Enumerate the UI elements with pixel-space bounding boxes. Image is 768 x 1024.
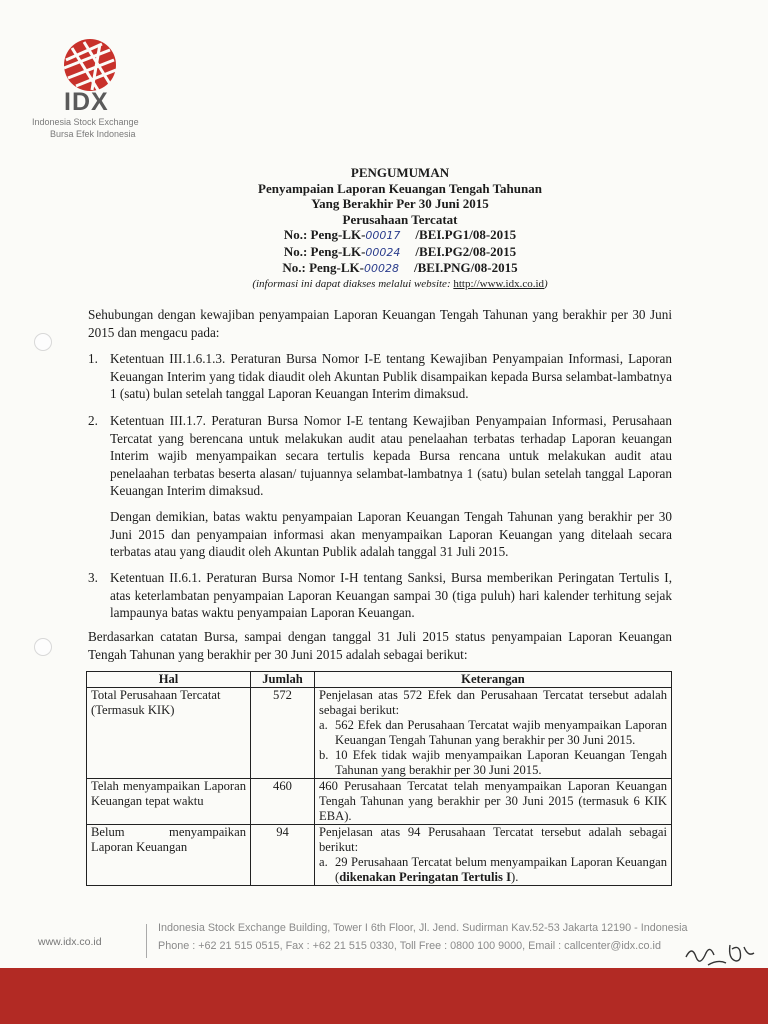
list-item [88, 569, 672, 622]
footer-website[interactable]: www.idx.co.id [38, 936, 102, 948]
sub-list-item: b. 10 Efek tidak wajib menyampaikan Laporan Keuangan Tengah Tahunan yang berakhir per 30 Juni 2015. [319, 748, 667, 777]
announcement-header [140, 165, 660, 292]
reference-number: No.: Peng-LK-00017 /BEI.PG1/08-2015 [283, 227, 517, 242]
reference-number: No.: Peng-LK-00024 /BEI.PG2/08-2015 [283, 243, 517, 259]
list-text: Ketentuan III.1.7. Peraturan Bursa Nomor I-E tentang Kewajiban Penyampaian Informasi, Perusahaan Tercatat yang berencana untuk melakukan audit atau penelaahan terbatas terhadap Laporan keuangan Interim wajib menyampaikan secara tertulis kepada Bursa rencana untuk melakukan audit atau penelaahan terbatas beserta alasan/ tujuannya selambat-lambatnya 1 (satu) bulan setelah tanggal Laporan Keuangan Interim dimaksud. [110, 413, 672, 498]
handwritten-number: 00028 [363, 262, 399, 275]
footer-divider [146, 924, 147, 958]
announcement-subject-line1: Penyampaian Laporan Keuangan Tengah Tahunan [258, 180, 542, 196]
table-row [87, 688, 672, 779]
table-header-row [87, 672, 672, 688]
table-row [87, 779, 672, 825]
cell-jumlah: 572 [251, 688, 315, 779]
footer-contact: Phone : +62 21 515 0515, Fax : +62 21 515 0330, Toll Free : 0800 100 9000, Email : callcenter@idx.co.id [158, 940, 661, 952]
handwritten-number: 00024 [365, 245, 401, 259]
logo-subtitle-id: Bursa Efek Indonesia [50, 129, 136, 139]
column-header: Jumlah [251, 672, 315, 688]
cell-hal: Telah menyampaikan Laporan Keuangan tepat waktu [87, 779, 251, 825]
cell-keterangan: Penjelasan atas 94 Perusahaan Tercatat tersebut adalah sebagai berikut: a. 29 Perusahaan Tercatat belum menyampaikan Laporan Keuangan (dikenakan Peringatan Tertulis I). [315, 825, 672, 886]
list-item [88, 350, 672, 403]
list-number: 2. [88, 413, 98, 428]
footer-color-band [0, 968, 768, 1024]
column-header: Hal [87, 672, 251, 688]
intro-paragraph: Sehubungan dengan kewajiban penyampaian Laporan Keuangan Tengah Tahunan yang berakhir per 30 Juni 2015 dan mengacu pada: [88, 307, 672, 340]
punch-hole [34, 638, 52, 656]
footer-address: Indonesia Stock Exchange Building, Tower I 6th Floor, Jl. Jend. Sudirman Kav.52-53 Jakarta 12190 - Indonesia [158, 922, 688, 934]
cell-jumlah: 460 [251, 779, 315, 825]
list-number: 1. [88, 351, 98, 366]
sub-list-item: a. 29 Perusahaan Tercatat belum menyampaikan Laporan Keuangan (dikenakan Peringatan Tertulis I). [319, 855, 667, 884]
cell-hal: Belum menyampaikan Laporan Keuangan [87, 825, 251, 886]
logo-subtitle-en: Indonesia Stock Exchange [32, 117, 139, 127]
list-text: Ketentuan III.1.6.1.3. Peraturan Bursa Nomor I-E tentang Kewajiban Penyampaian Informasi, Laporan Keuangan Interim yang tidak diaudit oleh Akuntan Publik disampaikan kepada Bursa selambat-lambatnya 1 (satu) bulan setelah tanggal Laporan Keuangan Interim dimaksud. [110, 351, 672, 401]
announcement-subject-line3: Perusahaan Tercatat [342, 211, 458, 227]
list-number: 3. [88, 570, 98, 585]
list-text: Ketentuan II.6.1. Peraturan Bursa Nomor I-H tentang Sanksi, Bursa memberikan Peringatan Tertulis I, atas keterlambatan penyampaian Laporan Keuangan sampai 30 (tiga puluh) hari kalender terhitung sejak lampaunya batas waktu penyampaian Laporan Keuangan. [110, 570, 672, 620]
reference-number: No.: Peng-LK-00028 /BEI.PNG/08-2015 [282, 260, 518, 275]
handwritten-number: 00017 [365, 229, 401, 242]
punch-hole [34, 333, 52, 351]
announcement-subject-line2: Yang Berakhir Per 30 Juni 2015 [311, 196, 489, 211]
status-table [86, 671, 672, 886]
cell-keterangan: Penjelasan atas 572 Efek dan Perusahaan Tercatat tersebut adalah sebagai berikut: a. 562 Efek dan Perusahaan Tercatat wajib menyampaikan Laporan Keuangan Tengah Tahunan yang berakhir per 30 Juni 2015. b. 10 Efek tidak wajib menyampaikan Laporan Keuangan Tengah Tahunan yang berakhir per 30 Juni 2015. [315, 688, 672, 779]
item2-followup-paragraph: Dengan demikian, batas waktu penyampaian Laporan Keuangan Tengah Tahunan yang berakhir per 30 Juni 2015 dan penyampaian informasi akan menyampaikan Laporan Keuangan yang ditelaah secara terbatas atau yang diaudit oleh Akuntan Publik adalah tanggal 31 Juli 2015. [110, 509, 672, 559]
info-note: (informasi ini dapat diakses melalui website: http://www.idx.co.id) [252, 277, 548, 290]
logo-wordmark: IDX [64, 88, 109, 116]
cell-jumlah: 94 [251, 825, 315, 886]
table-row [87, 825, 672, 886]
cell-keterangan: 460 Perusahaan Tercatat telah menyampaikan Laporan Keuangan Tengah Tahunan yang berakhir per 30 Juni 2015 (termasuk 6 KIK EBA). [315, 779, 672, 825]
column-header: Keterangan [315, 672, 672, 688]
conclusion-paragraph: Berdasarkan catatan Bursa, sampai dengan tanggal 31 Juli 2015 status penyampaian Laporan Keuangan Tengah Tahunan yang berakhir per 30 Juni 2015 adalah sebagai berikut: [88, 629, 672, 662]
list-item [88, 412, 672, 500]
announcement-title: PENGUMUMAN [350, 165, 450, 180]
website-link[interactable]: http://www.idx.co.id [453, 277, 545, 290]
sub-list-item: a. 562 Efek dan Perusahaan Tercatat wajib menyampaikan Laporan Keuangan Tengah Tahunan yang berakhir per 30 Juni 2015. [319, 718, 667, 747]
cell-hal: Total Perusahaan Tercatat (Termasuk KIK) [87, 688, 251, 779]
